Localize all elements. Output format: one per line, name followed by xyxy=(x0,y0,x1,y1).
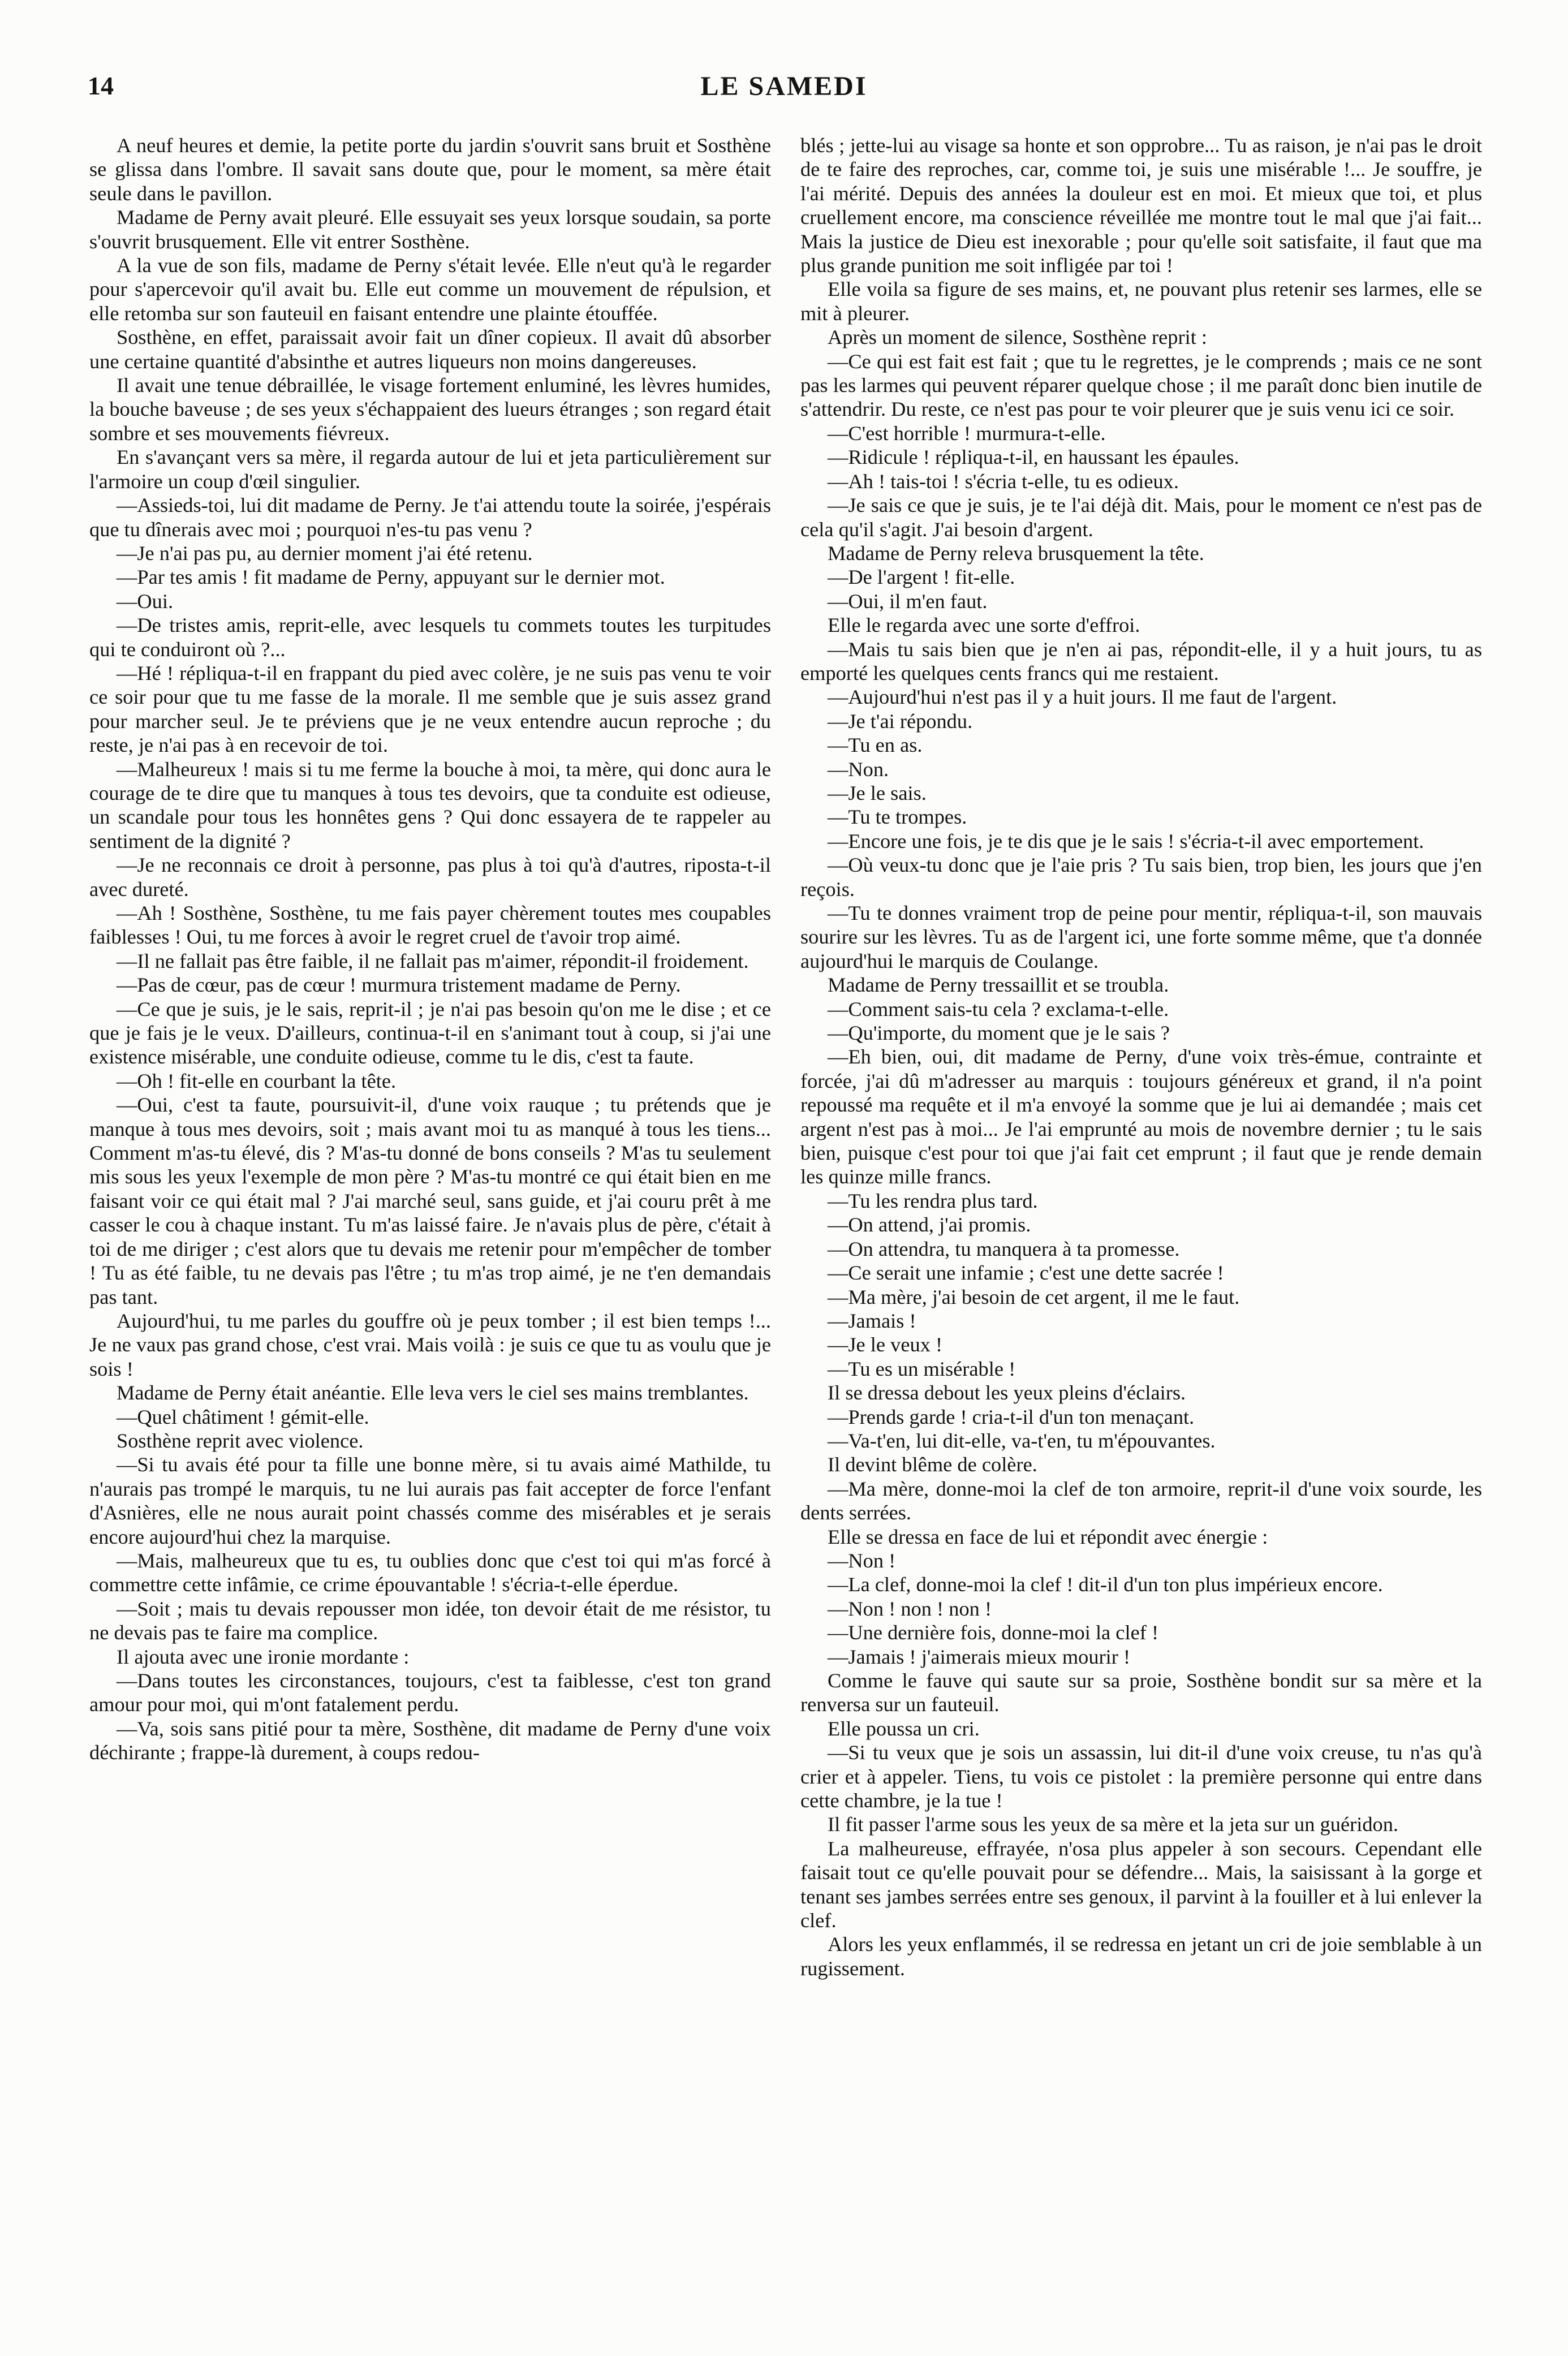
paragraph: —Jamais ! xyxy=(828,1309,916,1332)
paragraph: —Ce que je suis, je le sais, reprit-il ; je n'ai pas besoin qu'on me le dise ; et ce que je fais je le veux. D'ailleurs, continua-t-il en s'animant tout à coup, si j'ai une existence misérable, une conduite odieuse, comme tu le dis, c'est ta faute. xyxy=(89,997,771,1069)
paragraph: —Je sais ce que je suis, je te l'ai déjà dit. Mais, pour le moment ce n'est pas de cela qu'il s'agit. J'ai besoin d'argent. xyxy=(800,494,1482,541)
paragraph: —Ah ! Sosthène, Sosthène, tu me fais payer chèrement toutes mes coupables faiblesses ! Oui, tu me forces à avoir le regret cruel de t'avoir trop aimé. xyxy=(89,902,771,949)
paragraph: —Oui, il m'en faut. xyxy=(828,589,988,613)
paragraph: —Ma mère, donne-moi la clef de ton armoire, reprit-il d'une voix sourde, les dents serrées. xyxy=(800,1477,1482,1524)
paragraph: —Je t'ai répondu. xyxy=(828,709,973,733)
paragraph: —La clef, donne-moi la clef ! dit-il d'un ton plus impérieux encore. xyxy=(828,1573,1383,1596)
paragraph: —Il ne fallait pas être faible, il ne fallait pas m'aimer, répondit-il froidement. xyxy=(117,949,749,972)
paragraph: —Mais tu sais bien que je n'en ai pas, répondit-elle, il y a huit jours, tu as emporté les quelques cents francs qui me restaient. xyxy=(800,638,1482,684)
paragraph: A la vue de son fils, madame de Perny s'était levée. Elle n'eut qu'à le regarder pour s'apercevoir qu'il avait bu. Elle eut comme un mouvement de répulsion, et elle retomba sur son fauteuil en faisant entendre une plainte étouffée. xyxy=(89,254,771,325)
paragraph: —Je n'ai pas pu, au dernier moment j'ai été retenu. xyxy=(117,541,533,565)
paragraph: —Oui. xyxy=(117,589,174,613)
paragraph: En s'avançant vers sa mère, il regarda autour de lui et jeta particulièrement sur l'armoire un coup d'œil singulier. xyxy=(89,446,771,493)
paragraph: Elle le regarda avec une sorte d'effroi. xyxy=(828,614,1140,637)
paragraph: Il ajouta avec une ironie mordante : xyxy=(117,1645,410,1668)
paragraph: —Je le sais. xyxy=(828,781,927,804)
running-head-title: LE SAMEDI xyxy=(700,71,868,101)
paragraph: —Assieds-toi, lui dit madame de Perny. Je t'ai attendu toute la soirée, j'espérais que tu dînerais avec moi ; pourquoi n'es-tu pas venu ? xyxy=(89,494,771,541)
page-number: 14 xyxy=(88,71,114,100)
paragraph: —Non ! non ! non ! xyxy=(828,1597,992,1620)
paragraph: —Ma mère, j'ai besoin de cet argent, il me le faut. xyxy=(828,1285,1240,1308)
text-column-right xyxy=(800,133,1482,2300)
paragraph: —Malheureux ! mais si tu me ferme la bouche à moi, ta mère, qui donc aura le courage de te dire que tu manques à tous tes devoirs, que ta conduite est odieuse, un scandale pour tous les honnêtes gens ? Qui donc essayera de te rappeler au sentiment de la dignité ? xyxy=(89,757,771,852)
paragraph: La malheureuse, effrayée, n'osa plus appeler à son secours. Cependant elle faisait tout ce qu'elle pouvait pour se défendre... Mais, la saisissant à la gorge et tenant ses jambes serrées entre ses genoux, il parvint à la fouiller et à lui enlever la clef. xyxy=(800,1837,1482,1932)
paragraph: —Dans toutes les circonstances, toujours, c'est ta faiblesse, c'est ton grand amour pour moi, qui m'ont fatalement perdu. xyxy=(89,1669,771,1716)
paragraph: —On attend, j'ai promis. xyxy=(828,1213,1031,1237)
paragraph: —Non ! xyxy=(828,1549,896,1572)
paragraph: —Mais, malheureux que tu es, tu oublies donc que c'est toi qui m'as forcé à commettre cette infâmie, ce crime épouvantable ! s'écria-t-elle éperdue. xyxy=(89,1549,771,1596)
paragraph: —Aujourd'hui n'est pas il y a huit jours. Il me faut de l'argent. xyxy=(828,686,1337,709)
paragraph: —Ridicule ! répliqua-t-il, en haussant les épaules. xyxy=(828,446,1239,469)
paragraph: Il devint blême de colère. xyxy=(828,1453,1037,1476)
paragraph: Elle voila sa figure de ses mains, et, ne pouvant plus retenir ses larmes, elle se mit à pleurer. xyxy=(800,278,1482,325)
paragraph: —De tristes amis, reprit-elle, avec lesquels tu commets toutes les turpitudes qui te conduiront où ?... xyxy=(89,614,771,661)
text-column-left xyxy=(89,133,771,2300)
paragraph: Sosthène, en effet, paraissait avoir fait un dîner copieux. Il avait dû absorber une certaine quantité d'absinthe et autres liqueurs non moins dangereuses. xyxy=(89,326,771,373)
paragraph: Madame de Perny avait pleuré. Elle essuyait ses yeux lorsque soudain, sa porte s'ouvrit brusquement. Elle vit entrer Sosthène. xyxy=(89,206,771,253)
paragraph: —Encore une fois, je te dis que je le sais ! s'écria-t-il avec emportement. xyxy=(828,829,1424,852)
paragraph: —Je le veux ! xyxy=(828,1333,943,1356)
paragraph: —Ce serait une infamie ; c'est une dette sacrée ! xyxy=(828,1261,1224,1285)
paragraph: —Oh ! fit-elle en courbant la tête. xyxy=(117,1069,397,1092)
paragraph: blés ; jette-lui au visage sa honte et son opprobre... Tu as raison, je n'ai pas le droit de te faire des reproches, car, comme toi, je suis une misérable !... Je souffre, je l'ai mérité. Depuis des années la douleur est en moi. Et mieux que toi, et plus cruellement encore, ma conscience réveillée me montre tout le mal que j'ai fait... Mais la justice de Dieu est inexorable ; pour qu'elle soit satisfaite, il faut que ma plus grande punition me soit infligée par toi ! xyxy=(800,134,1482,277)
paragraph: Sosthène reprit avec violence. xyxy=(117,1429,364,1452)
paragraph: —Pas de cœur, pas de cœur ! murmura tristement madame de Perny. xyxy=(117,974,681,997)
paragraph: —Eh bien, oui, dit madame de Perny, d'une voix très-émue, contrainte et forcée, j'ai dû m'adresser au marquis : toujours généreux et grand, il n'a point repoussé ma requête et il m'a envoyé la somme que je lui ai demandée ; mais cet argent n'est pas à moi... Je l'ai emprunté au mois de novembre dernier ; tu le sais bien, puisque c'est pour toi que j'ai fait cet emprunt ; il faut que je rende demain les quinze mille francs. xyxy=(800,1045,1482,1188)
paragraph: —Une dernière fois, donne-moi la clef ! xyxy=(828,1621,1159,1644)
paragraph: Madame de Perny releva brusquement la tête. xyxy=(828,541,1204,565)
paragraph: —Tu les rendra plus tard. xyxy=(828,1189,1038,1212)
paragraph: Il avait une tenue débraillée, le visage fortement enluminé, les lèvres humides, la bouche baveuse ; de ses yeux s'échappaient des lueurs étranges ; son regard était sombre et ses mouvements fiévreux. xyxy=(89,374,771,445)
paragraph: —Soit ; mais tu devais repousser mon idée, ton devoir était de me résistor, tu ne devais pas te faire ma complice. xyxy=(89,1597,771,1644)
paragraph: Il se dressa debout les yeux pleins d'éclairs. xyxy=(828,1381,1186,1405)
paragraph: Elle poussa un cri. xyxy=(828,1717,980,1740)
paragraph: —Va, sois sans pitié pour ta mère, Sosthène, dit madame de Perny d'une voix déchirante ; frappe-là durement, à coups redou- xyxy=(89,1717,771,1764)
paragraph: —Va-t'en, lui dit-elle, va-t'en, tu m'épouvantes. xyxy=(828,1429,1216,1452)
paragraph: —Non. xyxy=(828,757,889,781)
paragraph: —Prends garde ! cria-t-il d'un ton menaçant. xyxy=(828,1405,1195,1428)
paragraph: Madame de Perny était anéantie. Elle leva vers le ciel ses mains tremblantes. xyxy=(117,1381,749,1405)
paragraph: Elle se dressa en face de lui et répondit avec énergie : xyxy=(828,1525,1268,1548)
paragraph: Alors les yeux enflammés, il se redressa en jetant un cri de joie semblable à un rugissement. xyxy=(800,1933,1482,1980)
paragraph: —Quel châtiment ! gémit-elle. xyxy=(117,1405,369,1428)
paragraph: —Tu te donnes vraiment trop de peine pour mentir, répliqua-t-il, son mauvais sourire sur les lèvres. Tu as de l'argent ici, une forte somme même, que t'a donnée aujourd'hui le marquis de Coulange. xyxy=(800,902,1482,972)
paragraph: Après un moment de silence, Sosthène reprit : xyxy=(828,326,1208,349)
paragraph: —Tu te trompes. xyxy=(828,806,967,829)
paragraph: —Par tes amis ! fit madame de Perny, appuyant sur le dernier mot. xyxy=(117,566,665,589)
paragraph: —Hé ! répliqua-t-il en frappant du pied avec colère, je ne suis pas venu te voir ce soir pour que tu me fasse de la morale. Il me semble que je suis assez grand pour marcher seul. Je te préviens que je ne veux entendre aucun reproche ; du reste, je n'ai pas à en recevoir de toi. xyxy=(89,661,771,757)
paragraph: —On attendra, tu manquera à ta promesse. xyxy=(828,1237,1180,1260)
paragraph: —Jamais ! j'aimerais mieux mourir ! xyxy=(828,1645,1131,1668)
paragraph: Comme le fauve qui saute sur sa proie, Sosthène bondit sur sa mère et la renversa sur un fauteuil. xyxy=(800,1669,1482,1716)
paragraph: —Tu es un misérable ! xyxy=(828,1357,1016,1380)
paragraph: A neuf heures et demie, la petite porte du jardin s'ouvrit sans bruit et Sosthène se glissa dans l'ombre. Il savait sans doute que, pour le moment, sa mère était seule dans le pavillon. xyxy=(89,134,771,205)
paragraph: —Où veux-tu donc que je l'aie pris ? Tu sais bien, trop bien, les jours que j'en reçois. xyxy=(800,854,1482,901)
paragraph: Aujourd'hui, tu me parles du gouffre où je peux tomber ; il est bien temps !... Je ne vaux pas grand chose, c'est vrai. Mais voilà : je suis ce que tu as voulu que je sois ! xyxy=(89,1309,771,1380)
paragraph: —Ah ! tais-toi ! s'écria t-elle, tu es odieux. xyxy=(828,470,1179,493)
paragraph: —C'est horrible ! murmura-t-elle. xyxy=(828,421,1106,445)
paragraph: —Si tu avais été pour ta fille une bonne mère, si tu avais aimé Mathilde, tu n'aurais pas trompé le marquis, tu ne lui aurais pas fait accepter de force l'enfant d'Asnières, elle ne nous aurait point chassés comme des misérables et je serais encore aujourd'hui chez la marquise. xyxy=(89,1453,771,1548)
paragraph: —Si tu veux que je sois un assassin, lui dit-il d'une voix creuse, tu n'as qu'à crier et à appeler. Tiens, tu vois ce pistolet : la première personne qui entre dans cette chambre, je la tue ! xyxy=(800,1741,1482,1812)
paragraph: Il fit passer l'arme sous les yeux de sa mère et la jeta sur un guéridon. xyxy=(828,1813,1399,1836)
paragraph: —Ce qui est fait est fait ; que tu le regrettes, je le comprends ; mais ce ne sont pas les larmes qui peuvent réparer quelque chose ; il me paraît donc bien inutile de s'attendrir. Du reste, ce n'est pas pour te voir pleurer que je suis venu ici ce soir. xyxy=(800,350,1482,421)
paragraph: Madame de Perny tressaillit et se troubla. xyxy=(828,974,1169,997)
paragraph: —Qu'importe, du moment que je le sais ? xyxy=(828,1022,1170,1045)
paragraph: —Oui, c'est ta faute, poursuivit-il, d'une voix rauque ; tu prétends que je manque à tous mes devoirs, soit ; mais avant moi tu as manqué à tous les tiens... Comment m'as-tu élevé, dis ? M'as-tu donné de bons conseils ? M'as tu seulement mis sous les yeux l'exemple de mon père ? M'as-tu montré ce qui était bien en me faisant voir ce qui était mal ? J'ai marché seul, sans guide, et j'ai couru prêt à me casser le cou à chaque instant. Tu m'as laissé faire. Je n'avais plus de père, c'était à toi de me diriger ; c'est alors que tu devais me retenir pour m'empêcher de tomber ! Tu as été faible, tu ne devais pas l'être ; tu m'as trop aimé, je ne t'en demandais pas tant. xyxy=(89,1093,771,1308)
paragraph: —De l'argent ! fit-elle. xyxy=(828,566,1015,589)
paragraph: —Comment sais-tu cela ? exclama-t-elle. xyxy=(828,997,1169,1020)
paragraph: —Tu en as. xyxy=(828,734,923,757)
paragraph: —Je ne reconnais ce droit à personne, pas plus à toi qu'à d'autres, riposta-t-il avec dureté. xyxy=(89,854,771,901)
